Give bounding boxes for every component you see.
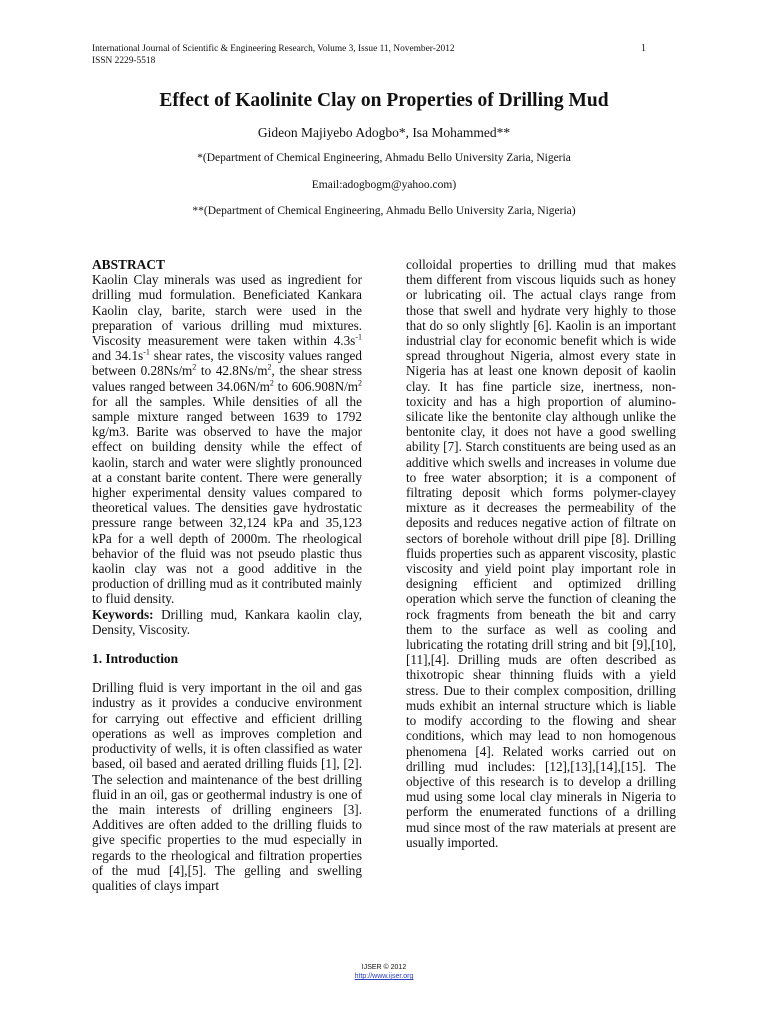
- introduction-body-left: Drilling fluid is very important in the oil and gas industry as it provides a conducive environment for carrying out effective and efficient drilling operations as well as improves completion and productivity of wells, it is often classified as water based, oil based and aerated drilling fluids [1], [2]. The selection and maintenance of the best drilling fluid in an oil, gas or geothermal industry is one of the main interests of drilling engineers [3]. Additives are often added to the drilling fluids to give specific properties to the mud especially in regards to the rheological and filtration properties of the mud [4],[5]. The gelling and swelling qualities of clays impart: [92, 680, 362, 893]
- affiliation-1: *(Department of Chemical Engineering, Ahmadu Bello University Zaria, Nigeria: [197, 152, 571, 164]
- footer-link-wrap: [0, 973, 768, 980]
- abstract-heading: ABSTRACT: [92, 257, 165, 272]
- abstract-body: Kaolin Clay minerals was used as ingredient for drilling mud formulation. Beneficiated Kankara Kaolin clay, barite, starch were used in the preparation of various drilling mud mixtures. Viscosity measurement were taken within $4.3s^{-1}$ and $34.1s^{-1}$ shear rates, the viscosity values ranged between $0.28Ns/m^2$ to $42.8Ns/m^2$, the shear stress values ranged between $34.06N/m^2$ to $606.908N/m^2$ for all the samples. While densities of all the sample mixture ranged between 1639 to 1792 kg/m3. Barite was observed to have the major effect on building density while the effect of kaolin, starch and water were slightly pronounced at a constant barite content. There were generally higher experimental density values compared to theoretical values. The densities gave hydrostatic pressure range between 32,124 kPa and 35,123 kPa for a well depth of 2000m. The rheological behavior of the fluid was not pseudo plastic thus kaolin clay was not a good additive in the production of drilling mud as it contributed mainly to fluid density.: [92, 272, 363, 607]
- introduction-heading: 1. Introduction: [92, 651, 179, 667]
- journal-url-link[interactable]: http://www.ijser.org: [354, 973, 414, 980]
- keywords: [92, 607, 362, 637]
- author-line: Gideon Majiyebo Adogbo*, Isa Mohammed**: [257, 125, 511, 140]
- page-number: 1: [641, 43, 646, 54]
- keywords-label: Keywords:: [92, 606, 154, 622]
- journal-line: International Journal of Scientific & Engineering Research, Volume 3, Issue 11, November-2012: [92, 44, 455, 54]
- issn-line: ISSN 2229-5518: [92, 56, 156, 66]
- introduction-body-right: colloidal properties to drilling mud that makes them different from viscous liquids such as honey or lubricating oil. The actual clays range from those that swell and hydrate very highly to those that do so only slightly [6]. Kaolin is an important industrial clay for economic benefit which is wide spread throughout Nigeria, almost every state in Nigeria has at least one known deposit of kaolin clay. It has fine particle size, inertness, non-toxicity and has a high proportion of alumino-silicate like the bentonite clay although unlike the bentonite clay, it does not have a good swelling ability [7]. Starch constituents are being used as an additive which swells and increases in volume due to free water absorption; it is a component of filtrating deposit which forms polymer-clayey mixture as it decreases the permeability of the deposits and reduces negative action of filtrate on sectors of borehole without drill pipe [8]. Drilling fluids properties such as apparent viscosity, plastic viscosity and yield point play important role in designing efficient and optimized drilling operation which serve the function of cleaning the rock fragments from beneath the bit and carry them to the surface as well as cooling and lubricating the rotating drill string and bit [9],[10],[11],[4]. Drilling muds are often described as thixotropic shear thinning fluids with a yield stress. Due to their complex composition, drilling muds exhibit an internal structure which is liable to modify according to the flowing and shear conditions, which may lead to non homogenous phenomena [4]. Related works carried out on drilling mud includes: [12],[13],[14],[15]. The objective of this research is to develop a drilling mud using some local clay minerals in Nigeria to perform the enumerated functions of a drilling mud since most of the raw materials at present are usually imported.: [406, 257, 676, 850]
- left-column: [92, 257, 362, 893]
- author-email: Email:adogbogm@yahoo.com): [311, 179, 457, 191]
- right-column: [406, 257, 676, 850]
- keywords-text: Drilling mud, Kankara kaolin clay, Density, Viscosity.: [92, 606, 362, 637]
- paper-title: Effect of Kaolinite Clay on Properties of Drilling Mud: [159, 90, 609, 111]
- running-head: [92, 43, 652, 67]
- affiliation-2: **(Department of Chemical Engineering, Ahmadu Bello University Zaria, Nigeria): [192, 205, 576, 217]
- footer-copyright: IJSER © 2012: [361, 964, 407, 971]
